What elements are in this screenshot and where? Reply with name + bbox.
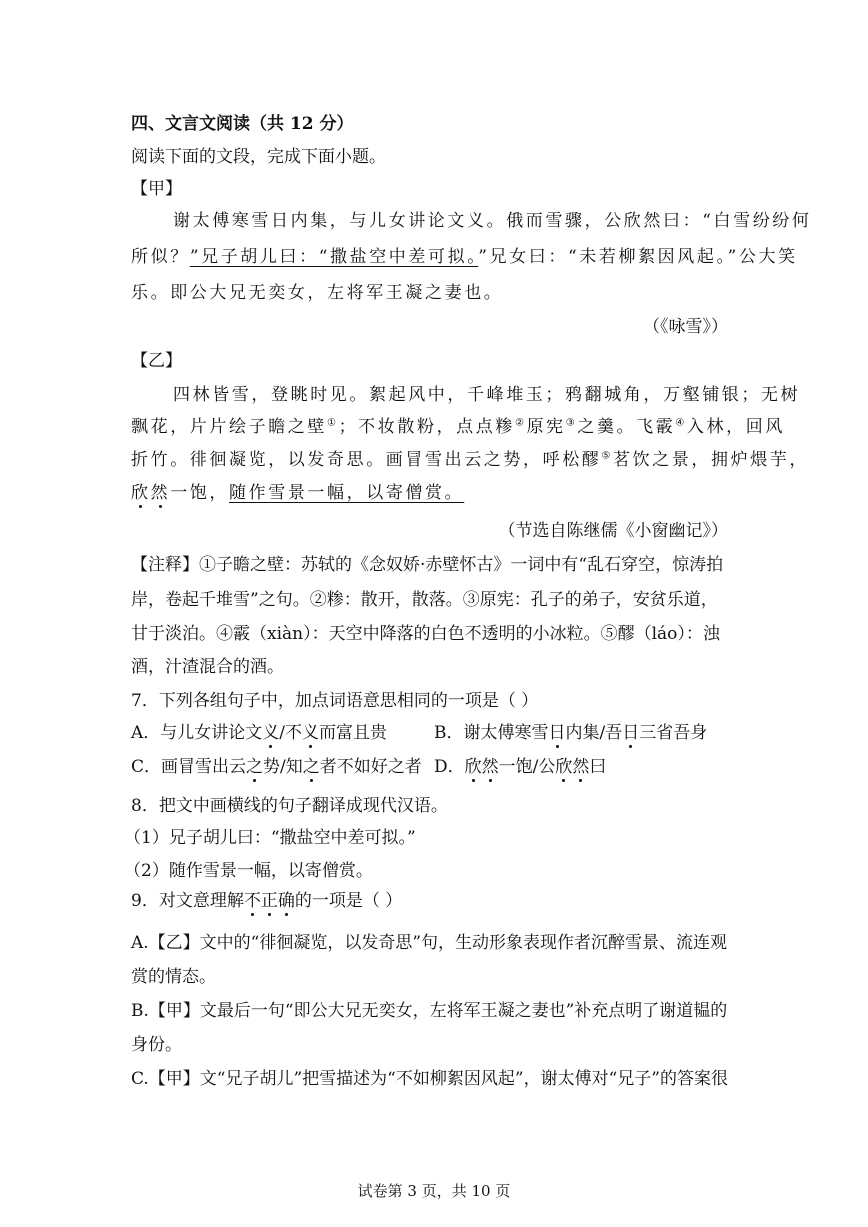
dotted-char: 日: [622, 723, 640, 743]
question-9-option-b-line-1: B.【甲】文最后一句“即公大兄无奕女，左将军王凝之妻也”补充点明了谢道韫的: [131, 1001, 728, 1021]
passage-b-text: 原宪: [526, 417, 566, 437]
option-text: /不: [279, 723, 303, 743]
question-9-option-a-line-1: A.【乙】文中的“徘徊凝览，以发奇思”句，生动形象表现作者沉醉雪景、流连观: [131, 933, 728, 953]
question-7-stem: 7．下列各组句子中，加点词语意思相同的一项是（ ）: [131, 691, 539, 711]
option-text: 曰: [589, 757, 607, 777]
option-text: 内集/吾: [565, 723, 623, 743]
dotted-char: 正: [260, 891, 278, 911]
question-8-stem: 8．把文中画横线的句子翻译成现代汉语。: [131, 796, 448, 816]
option-text: 势/知: [263, 757, 303, 777]
passage-b-line-2: [131, 416, 785, 438]
passage-a-line-1: 谢太傅寒雪日内集，与儿女讲论文义。俄而雪骤，公欣然曰：“白雪纷纷何: [173, 211, 812, 231]
passage-b-line-3: [131, 449, 809, 471]
dotted-char: 确: [277, 891, 295, 911]
passage-b-line-4: [131, 482, 464, 504]
passage-a-line-2-start: 所似？: [131, 247, 190, 267]
dotted-char: 欣: [464, 757, 482, 777]
option-text: D．: [434, 757, 465, 777]
footnote-marker: ④: [675, 417, 687, 429]
question-8-item-2: （2）随作雪景一幅，以寄僧赏。: [124, 861, 373, 881]
question-9-stem: [131, 890, 402, 912]
dotted-char: 然: [481, 757, 499, 777]
dotted-char: 之: [302, 757, 320, 777]
passage-a-line-3: 乐。即公大兄无奕女，左将军王凝之妻也。: [131, 283, 504, 303]
option-text: 一饱/公: [498, 757, 556, 777]
notes-line-1: 【注释】①子瞻之壁：苏轼的《念奴娇·赤壁怀古》一词中有“乱石穿空，惊涛拍: [131, 555, 724, 575]
passage-a-line-2-end: ”兄女曰：“未若柳絮因风起。”公大笑: [478, 247, 798, 267]
dotted-char: 日: [548, 723, 566, 743]
section-instruction: 阅读下面的文段，完成下面小题。: [131, 147, 386, 167]
dotted-char: 不: [243, 891, 261, 911]
passage-a-source: （《咏雪》）: [643, 317, 728, 337]
passage-b-text: 飘花，片片绘子瞻之壁: [131, 417, 327, 437]
notes-line-3: 甘于淡泊。④霰（xiàn）：天空中降落的白色不透明的小冰粒。⑤醪（láo）：浊: [131, 624, 720, 644]
option-text: C．画冒雪出云: [131, 757, 247, 777]
dotted-char: 之: [246, 757, 264, 777]
question-7-option-b: [434, 722, 707, 744]
underlined-sentence-1: ”兄子胡儿曰：“撒盐空中差可拟。: [189, 247, 479, 267]
question-7-option-d: [434, 756, 606, 778]
dotted-char: 然: [572, 757, 590, 777]
dotted-char: 义: [262, 723, 280, 743]
footnote-marker: ③: [565, 417, 578, 429]
question-7-option-a: [131, 722, 387, 744]
question-9-option-c-line-1: C.【甲】文“兄子胡儿”把雪描述为“不如柳絮因风起”，谢太傅对“兄子”的答案很: [131, 1069, 728, 1089]
passage-b-text: 一饱，: [170, 483, 230, 503]
dotted-char: 义: [302, 723, 320, 743]
question-7-option-c: [131, 756, 422, 778]
question-9-option-a-line-2: 赏的情态。: [131, 967, 216, 987]
question-8-item-1: （1）兄子胡儿曰：“撒盐空中差可拟。”: [124, 828, 416, 848]
question-text: 的一项是（ ）: [294, 891, 403, 911]
question-text: 9．对文意理解: [131, 891, 244, 911]
footnote-marker: ②: [514, 417, 527, 429]
passage-b-label: 【乙】: [131, 351, 182, 371]
passage-b-source: （节选自陈继儒《小窗幽记》）: [498, 521, 728, 541]
dotted-char: 然: [150, 483, 171, 503]
passage-b-text: 茗饮之景，拥炉煨芋，: [612, 450, 809, 470]
page-footer: 试卷第 3 页，共 10 页: [357, 1182, 511, 1200]
passage-b-line-1: 四林皆雪，登眺时见。絮起风中，千峰堆玉；鸦翻城角，万壑铺银；无树: [173, 385, 801, 405]
dotted-char: 欣: [131, 483, 151, 503]
passage-b-text: ；不妆散粉，点点糁: [338, 417, 515, 437]
option-text: 者不如好之者: [319, 757, 422, 777]
option-text: 而富且贵: [319, 723, 388, 743]
option-text: A．与儿女讲论文: [131, 723, 263, 743]
passage-a-line-2: [131, 246, 798, 268]
footnote-marker: ①: [327, 417, 339, 429]
question-9-option-b-line-2: 身份。: [131, 1035, 182, 1055]
passage-b-text: 折竹。徘徊凝览，以发奇思。画冒雪出云之势，呼松醪: [131, 450, 602, 470]
notes-line-2: 岸，卷起千堆雪”之句。②糁：散开，散落。③原宪：孔子的弟子，安贫乐道，: [131, 590, 718, 610]
footnote-marker: ⑤: [601, 450, 613, 462]
dotted-char: 欣: [555, 757, 573, 777]
passage-a-label: 【甲】: [131, 179, 182, 199]
underlined-sentence-2: 随作雪景一幅，以寄僧赏。: [229, 483, 465, 503]
option-text: B．谢太傅寒雪: [434, 723, 549, 743]
section-title: 四、文言文阅读（共 12 分）: [131, 114, 354, 134]
passage-b-text: 入林，回风: [686, 417, 785, 437]
passage-b-text: 之羹。飞霰: [577, 417, 676, 437]
notes-line-4: 酒，汁渣混合的酒。: [131, 657, 284, 677]
option-text: 三省吾身: [639, 723, 708, 743]
